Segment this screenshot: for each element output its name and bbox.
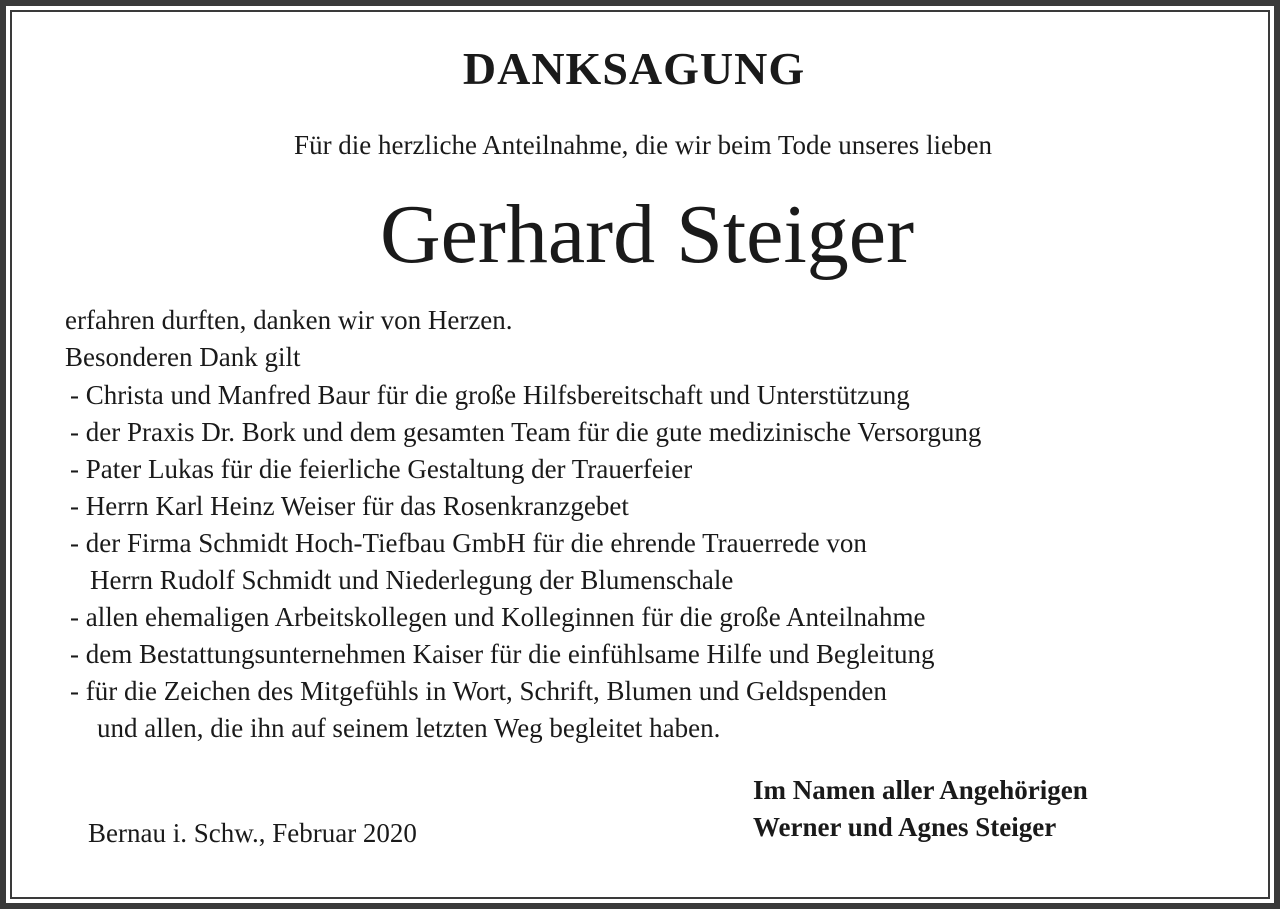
intro-text: Für die herzliche Anteilnahme, die wir beim Tode unseres lieben: [294, 130, 992, 160]
body-line-2: Besonderen Dank gilt: [65, 342, 301, 372]
thanks-item: - der Praxis Dr. Bork und dem gesamten Team für die gute medizinische Versorgung: [70, 417, 982, 447]
deceased-name: Gerhard Steiger: [379, 188, 915, 281]
thanks-item: - für die Zeichen des Mitgefühls in Wort, Schrift, Blumen und Geldspenden: [70, 676, 887, 706]
thanks-item: - Herrn Karl Heinz Weiser für das Rosenkranzgebet: [70, 491, 629, 521]
thanks-item-continuation: Herrn Rudolf Schmidt und Niederlegung der Blumenschale: [90, 565, 734, 595]
thanks-item: - Pater Lukas für die feierliche Gestaltung der Trauerfeier: [70, 454, 693, 484]
thanks-closing-line: und allen, die ihn auf seinem letzten Weg begleitet haben.: [97, 713, 721, 743]
body-line-1: erfahren durften, danken wir von Herzen.: [65, 305, 513, 335]
thanks-item: - der Firma Schmidt Hoch-Tiefbau GmbH für die ehrende Trauerrede von: [70, 528, 867, 558]
signature-line-2: Werner und Agnes Steiger: [753, 812, 1057, 842]
notice-title: DANKSAGUNG: [462, 43, 806, 94]
thanks-item: - allen ehemaligen Arbeitskollegen und Kolleginnen für die große Anteilnahme: [70, 602, 926, 632]
place-and-date: Bernau i. Schw., Februar 2020: [88, 818, 417, 848]
thanks-item: - Christa und Manfred Baur für die große Hilfsbereitschaft und Unterstützung: [70, 380, 910, 410]
signature-line-1: Im Namen aller Angehörigen: [753, 775, 1088, 805]
thanks-item: - dem Bestattungsunternehmen Kaiser für die einfühlsame Hilfe und Begleitung: [70, 639, 935, 669]
